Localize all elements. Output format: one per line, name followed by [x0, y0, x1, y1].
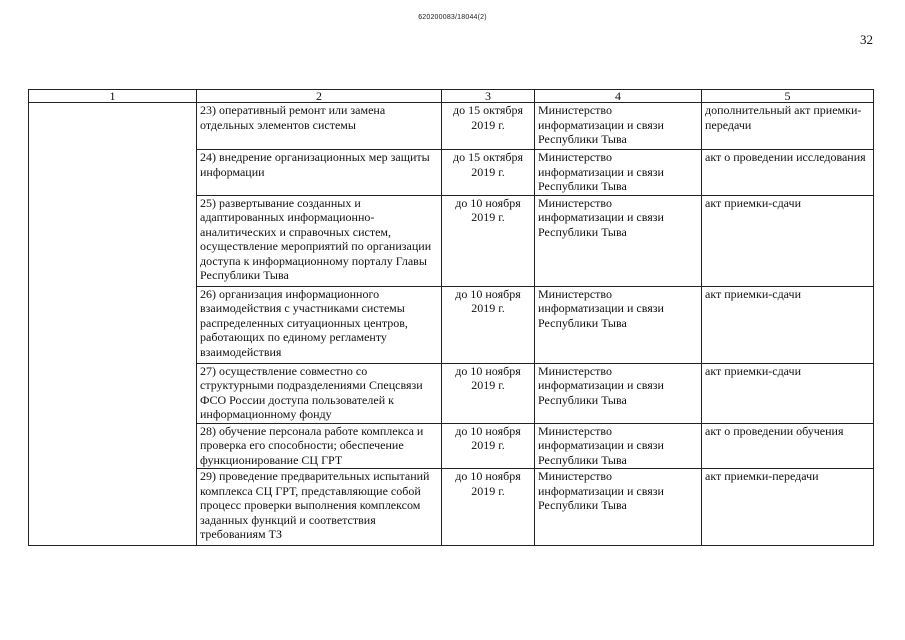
- column-header: 5: [702, 90, 874, 103]
- result-cell: акт о проведении обучения: [702, 423, 874, 469]
- responsible-cell: Министерство информатизации и связи Республики Тыва: [535, 363, 702, 423]
- responsible-cell: Министерство информатизации и связи Республики Тыва: [535, 423, 702, 469]
- task-cell: 29) проведение предварительных испытаний комплекса СЦ ГРТ, представляющие собой процесс проверки выполнения комплексом заданных функций и соответствия требованиям ТЗ: [197, 469, 442, 546]
- column-header: 3: [442, 90, 535, 103]
- task-cell: 25) развертывание созданных и адаптированных информационно-аналитических и справочных систем, осуществление мероприятий по организации доступа к информационному порталу Главы Республики Тыва: [197, 195, 442, 286]
- plan-table: [28, 89, 874, 546]
- deadline-cell: до 10 ноября 2019 г.: [442, 423, 535, 469]
- result-cell: акт приемки-сдачи: [702, 363, 874, 423]
- task-cell: 23) оперативный ремонт или замена отдельных элементов системы: [197, 103, 442, 150]
- responsible-cell: Министерство информатизации и связи Республики Тыва: [535, 195, 702, 286]
- table-header-row: [29, 90, 874, 103]
- document-id: 620200083/18044(2): [418, 14, 487, 21]
- result-cell: акт приемки-сдачи: [702, 286, 874, 363]
- column-header: 1: [29, 90, 197, 103]
- table-row: [29, 103, 874, 150]
- deadline-cell: до 10 ноября 2019 г.: [442, 469, 535, 546]
- task-cell: 27) осуществление совместно со структурными подразделениями Спецсвязи ФСО России доступа пользователей к информационному фонду: [197, 363, 442, 423]
- deadline-cell: до 15 октября 2019 г.: [442, 103, 535, 150]
- result-cell: акт приемки-сдачи: [702, 195, 874, 286]
- column-header: 2: [197, 90, 442, 103]
- deadline-cell: до 10 ноября 2019 г.: [442, 195, 535, 286]
- task-cell: 26) организация информационного взаимодействия с участниками системы распределенных ситуационных центров, работающих по единому регламенту взаимодействия: [197, 286, 442, 363]
- deadline-cell: до 15 октября 2019 г.: [442, 150, 535, 196]
- result-cell: акт приемки-передачи: [702, 469, 874, 546]
- page-number: 32: [860, 32, 873, 47]
- deadline-cell: до 10 ноября 2019 г.: [442, 286, 535, 363]
- result-cell: дополнительный акт приемки-передачи: [702, 103, 874, 150]
- column-header: 4: [535, 90, 702, 103]
- responsible-cell: Министерство информатизации и связи Республики Тыва: [535, 286, 702, 363]
- empty-section-cell: [29, 103, 197, 546]
- responsible-cell: Министерство информатизации и связи Республики Тыва: [535, 469, 702, 546]
- responsible-cell: Министерство информатизации и связи Республики Тыва: [535, 103, 702, 150]
- task-cell: 24) внедрение организационных мер защиты информации: [197, 150, 442, 196]
- task-cell: 28) обучение персонала работе комплекса и проверка его способности; обеспечение функционирование СЦ ГРТ: [197, 423, 442, 469]
- responsible-cell: Министерство информатизации и связи Республики Тыва: [535, 150, 702, 196]
- result-cell: акт о проведении исследования: [702, 150, 874, 196]
- deadline-cell: до 10 ноября 2019 г.: [442, 363, 535, 423]
